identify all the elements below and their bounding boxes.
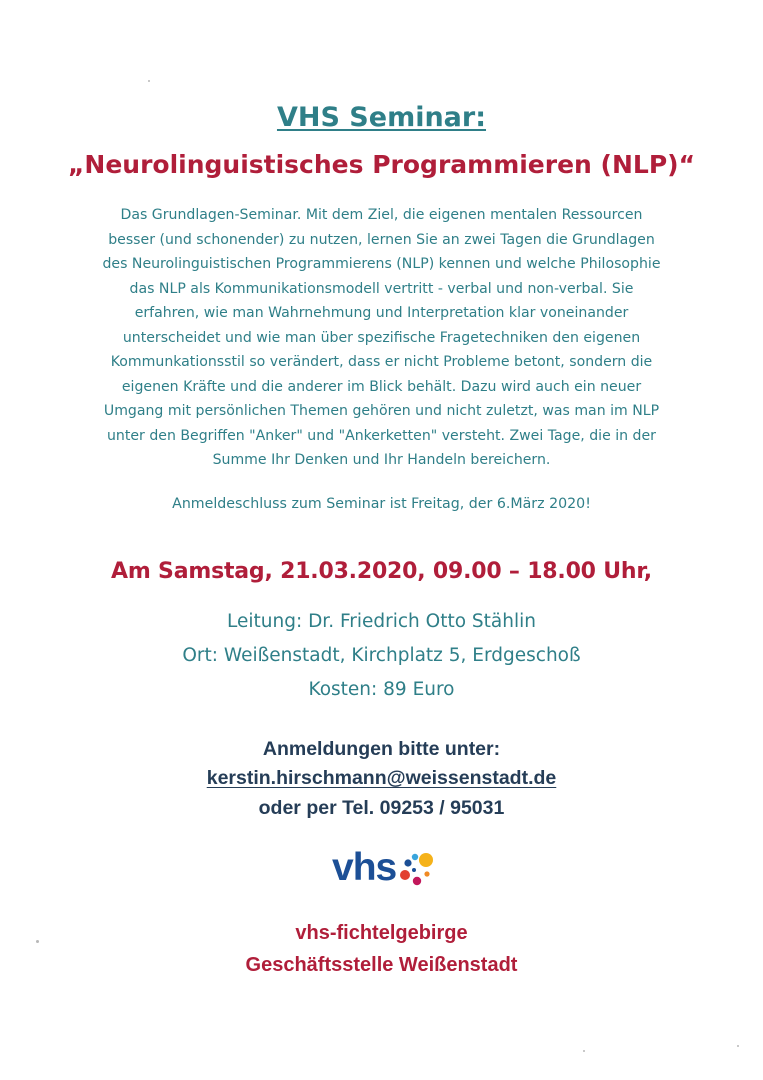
registration-deadline: Anmeldeschluss zum Seminar ist Freitag, der 6.März 2020! — [172, 496, 591, 512]
registration-label: Anmeldungen bitte unter: — [262, 738, 501, 760]
seminar-location: Ort: Weißenstadt, Kirchplatz 5, Erdgeschoß — [182, 645, 581, 666]
seminar-date: Am Samstag, 21.03.2020, 09.00 – 18.00 Uhr, — [111, 559, 652, 584]
description-line: Kommunkationsstil so verändert, dass er nicht Probleme betont, sondern die — [110, 354, 653, 370]
description-line: Umgang mit persönlichen Themen gehören und nicht zuletzt, was man im NLP — [103, 403, 660, 419]
description-line: erfahren, wie man Wahrnehmung und Interpretation klar voneinander — [134, 305, 629, 321]
scan-speck — [583, 1050, 585, 1052]
seminar-title: VHS Seminar: — [276, 102, 487, 133]
logo-dot-yellow — [419, 853, 433, 867]
seminar-cost: Kosten: 89 Euro — [308, 679, 455, 700]
registration-email-link[interactable]: kerstin.hirschmann@weissenstadt.de — [206, 767, 557, 789]
description-line: besser (und schonender) zu nutzen, lernen Sie an zwei Tagen die Grundlagen — [108, 231, 655, 248]
vhs-logo — [330, 840, 450, 900]
scan-speck — [148, 80, 150, 82]
description-line: eigenen Kräfte und die anderer im Blick behält. Dazu wird auch ein neuer — [121, 378, 642, 395]
logo-dot-orange — [424, 871, 429, 876]
logo-dot-blue — [404, 859, 411, 866]
description-line: des Neurolinguistischen Programmierens (NLP) kennen und welche Philosophie — [102, 256, 661, 272]
registration-phone: oder per Tel. 09253 / 95031 — [258, 797, 505, 819]
description-line: unterscheidet und wie man über spezifische Fragetechniken den eigenen — [122, 329, 641, 346]
organization-name: vhs-fichtelgebirge — [295, 922, 468, 944]
scan-speck — [36, 940, 39, 943]
seminar-description — [0, 203, 763, 473]
vhs-logo-text: vhs — [332, 846, 397, 889]
logo-dot-red — [400, 870, 410, 880]
description-line: Summe Ihr Denken und Ihr Handeln bereichern. — [212, 452, 551, 468]
logo-dot-magenta — [413, 877, 421, 885]
organization-office: Geschäftsstelle Weißenstadt — [245, 954, 518, 976]
scan-speck — [737, 1045, 739, 1047]
description-line: unter den Begriffen "Anker" und "Ankerketten" versteht. Zwei Tage, die in der — [107, 427, 656, 444]
logo-dot-lightblue — [412, 854, 418, 860]
seminar-leader: Leitung: Dr. Friedrich Otto Stählin — [227, 611, 536, 632]
description-line: das NLP als Kommunikationsmodell vertritt - verbal und non-verbal. Sie — [129, 280, 634, 297]
description-line: Das Grundlagen-Seminar. Mit dem Ziel, die eigenen mentalen Ressourcen — [120, 207, 643, 223]
seminar-subtitle: „Neurolinguistisches Programmieren (NLP)“ — [67, 150, 696, 179]
vhs-dots-icon — [396, 848, 440, 892]
logo-dot-small-blue — [412, 868, 416, 872]
